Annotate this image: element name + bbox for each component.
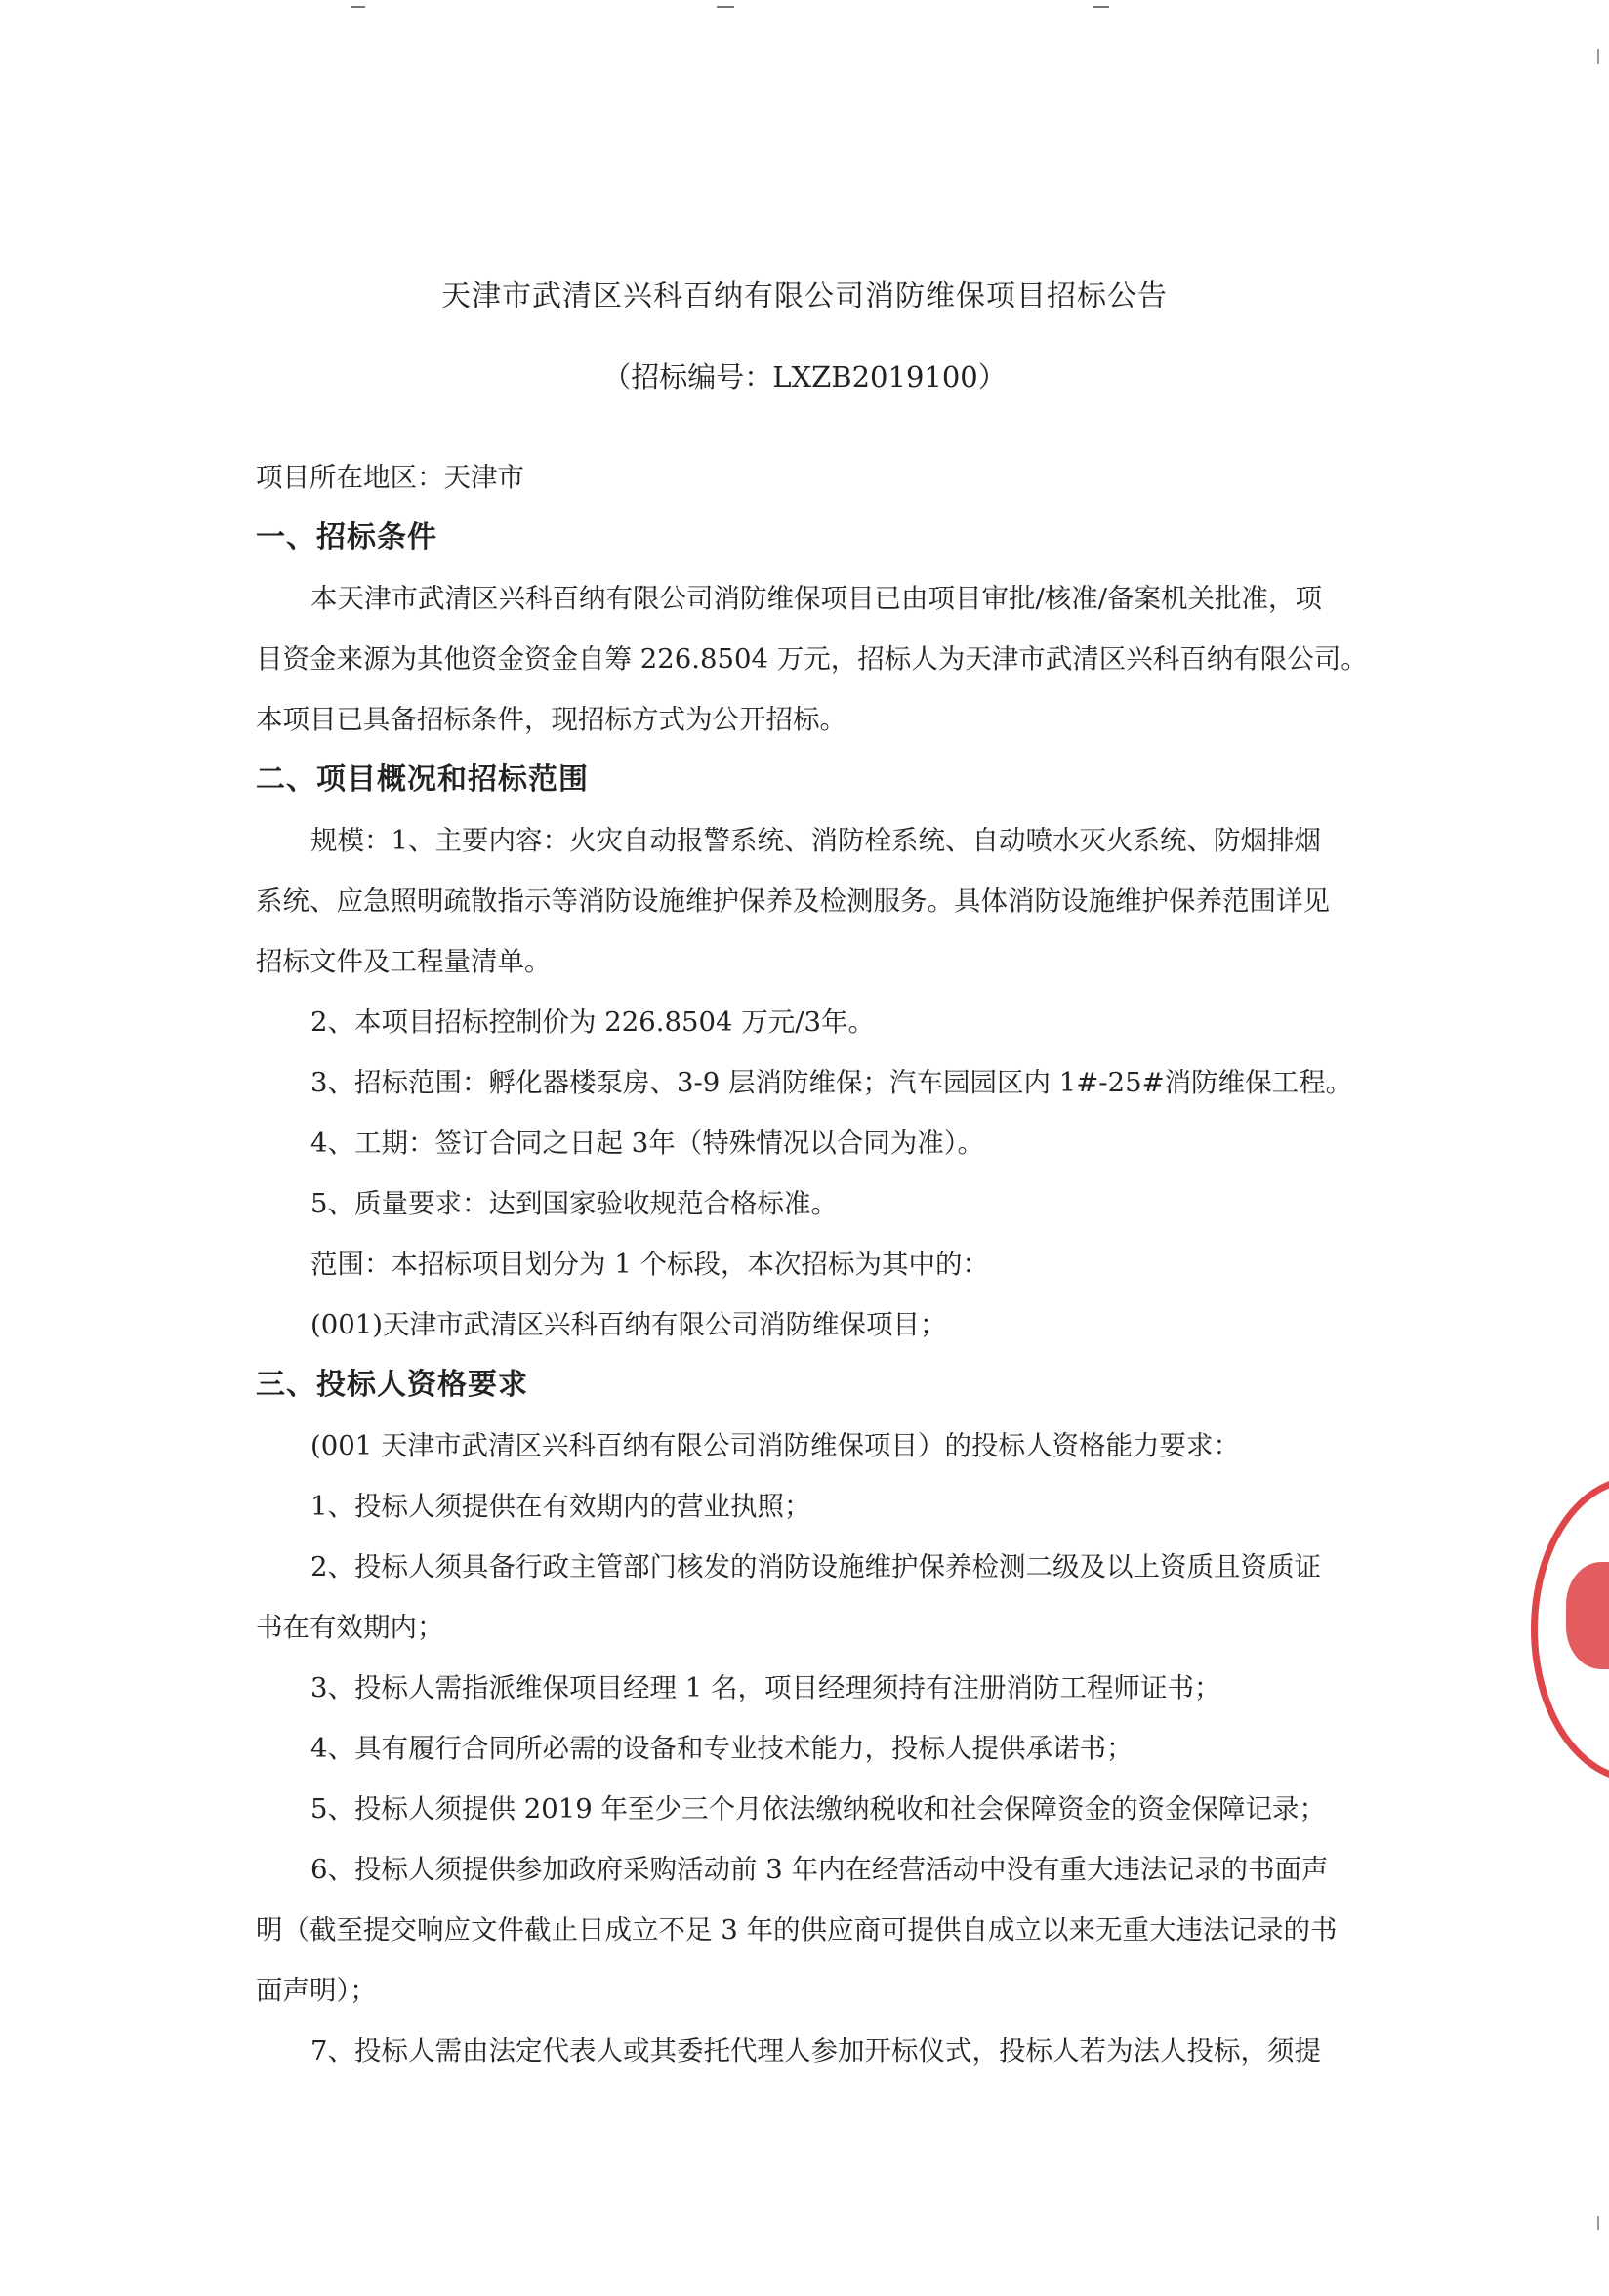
tender-number: （招标编号：LXZB2019100）: [602, 360, 1007, 393]
body-line: 6、投标人须提供参加政府采购活动前 3 年内在经营活动中没有重大违法记录的书面声: [310, 1854, 1329, 1885]
body-line: 面声明）；: [256, 1975, 377, 2006]
body-line: 规模：1、主要内容：火灾自动报警系统、消防栓系统、自动喷水灭火系统、防烟排烟: [310, 825, 1321, 856]
body-line: 书在有效期内；: [256, 1612, 444, 1643]
document-title: 天津市武清区兴科百纳有限公司消防维保项目招标公告: [441, 279, 1168, 313]
scan-mark-right-2: [1597, 2216, 1599, 2230]
body-line: 招标文件及工程量清单。: [256, 946, 552, 977]
body-line: 3、投标人需指派维保项目经理 1 名，项目经理须持有注册消防工程师证书；: [310, 1672, 1221, 1703]
body-line: (001)天津市武清区兴科百纳有限公司消防维保项目；: [310, 1309, 947, 1340]
scan-mark-top-3: [1093, 6, 1109, 8]
body-line: 本项目已具备招标条件，现招标方式为公开招标。: [256, 704, 846, 735]
body-line: 系统、应急照明疏散指示等消防设施维护保养及检测服务。具体消防设施维护保养范围详见: [256, 885, 1330, 917]
body-line: 范围：本招标项目划分为 1 个标段，本次招标为其中的：: [310, 1249, 989, 1280]
body-line: 明（截至提交响应文件截止日成立不足 3 年的供应商可提供自成立以来无重大违法记录的书: [256, 1914, 1338, 1946]
body-line: 2、本项目招标控制价为 226.8504 万元/3年。: [310, 1006, 875, 1038]
section-heading-1: 一、招标条件: [256, 520, 437, 554]
body-line: 1、投标人须提供在有效期内的营业执照；: [310, 1491, 811, 1522]
body-line: 7、投标人需由法定代表人或其委托代理人参加开标仪式，投标人若为法人投标，须提: [310, 2035, 1321, 2067]
document-body: [256, 447, 1368, 2081]
section-heading-3: 三、投标人资格要求: [256, 1368, 528, 1402]
body-line: (001 天津市武清区兴科百纳有限公司消防维保项目）的投标人资格能力要求：: [310, 1430, 1240, 1461]
body-line: 4、工期：签订合同之日起 3年（特殊情况以合同为准）。: [310, 1128, 984, 1159]
body-line: 4、具有履行合同所必需的设备和专业技术能力，投标人提供承诺书；: [310, 1733, 1134, 1764]
body-line: 5、质量要求：达到国家验收规范合格标准。: [310, 1188, 838, 1219]
scan-mark-top-2: [717, 6, 734, 8]
scan-mark-top-1: [351, 6, 365, 8]
scan-mark-right-1: [1597, 49, 1599, 64]
body-line: 3、招标范围：孵化器楼泵房、3-9 层消防维保；汽车园园区内 1#-25#消防维保工程。: [310, 1067, 1353, 1098]
project-location: 项目所在地区：天津市: [256, 462, 524, 493]
body-line: 目资金来源为其他资金资金自筹 226.8504 万元，招标人为天津市武清区兴科百纳有限公司。: [256, 643, 1368, 675]
body-line: 2、投标人须具备行政主管部门核发的消防设施维护保养检测二级及以上资质且资质证: [310, 1551, 1321, 1582]
body-line: 本天津市武清区兴科百纳有限公司消防维保项目已由项目审批/核准/备案机关批准，项: [310, 583, 1323, 614]
body-line: 5、投标人须提供 2019 年至少三个月依法缴纳税收和社会保障资金的资金保障记录；: [310, 1793, 1326, 1824]
section-heading-2: 二、项目概况和招标范围: [256, 762, 589, 797]
